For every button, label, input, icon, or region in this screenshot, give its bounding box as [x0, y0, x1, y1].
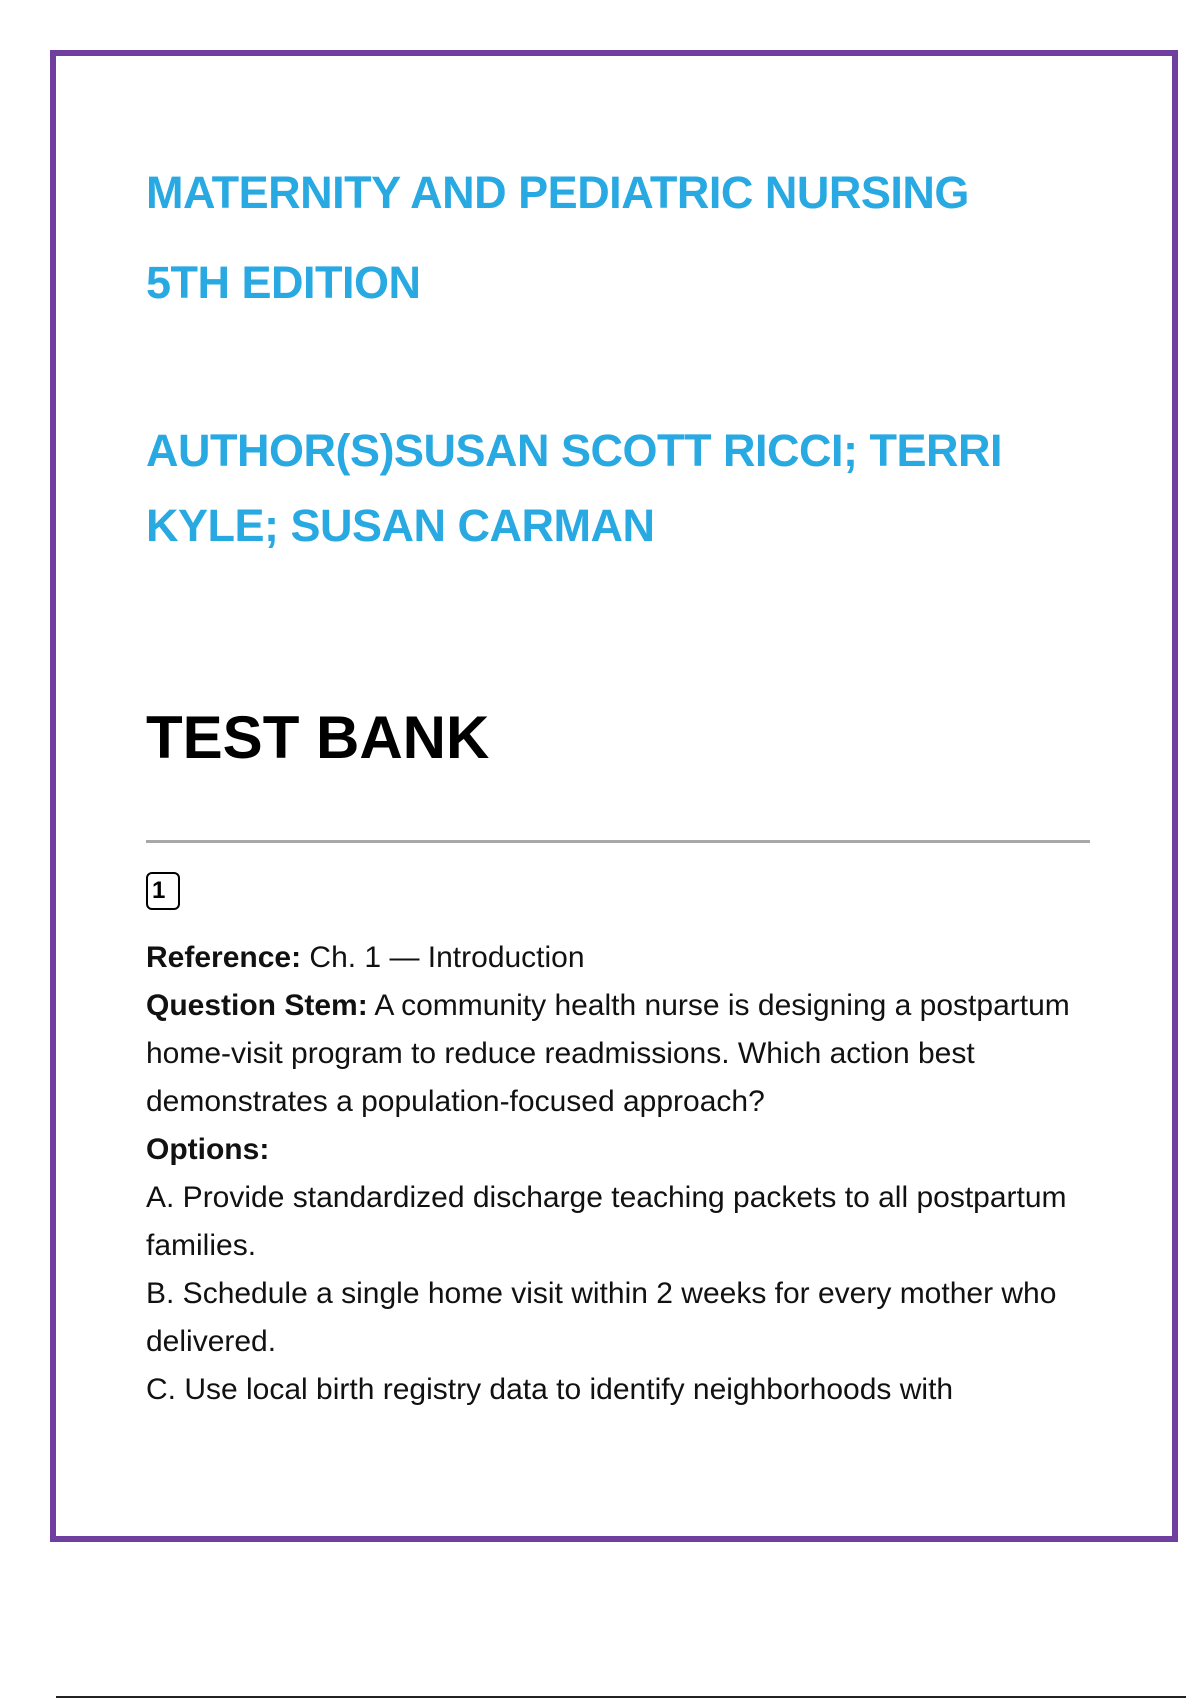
reference-value: Ch. 1 — Introduction — [301, 941, 585, 974]
option-c: C. Use local birth registry data to identify neighborhoods with — [146, 1373, 954, 1406]
question-number-badge: 1 — [146, 872, 180, 910]
book-title — [146, 148, 1096, 328]
book-title-line1: MATERNITY AND PEDIATRIC NURSING — [146, 167, 969, 218]
question-body — [146, 934, 1096, 1414]
stem-label: Question Stem: — [146, 989, 368, 1022]
section-divider — [146, 840, 1090, 843]
authors-line1: AUTHOR(S)SUSAN SCOTT RICCI; TERRI — [146, 425, 1002, 476]
book-authors — [146, 413, 1096, 563]
question-reference — [146, 934, 1096, 982]
page-content — [146, 148, 1096, 1406]
reference-label: Reference: — [146, 941, 302, 974]
options-label: Options: — [146, 1133, 270, 1166]
test-bank-heading: TEST BANK — [146, 704, 490, 771]
book-edition: 5TH EDITION — [146, 257, 421, 308]
stem-text: A community health nurse is designing a postpartum home-visit program to reduce readmissions. Which action best demonstrates a population-focused approach? — [146, 989, 1070, 1118]
option-b: B. Schedule a single home visit within 2 weeks for every mother who delivered. — [146, 1277, 1057, 1358]
authors-line2: KYLE; SUSAN CARMAN — [146, 500, 655, 551]
option-a: A. Provide standardized discharge teaching packets to all postpartum families. — [146, 1181, 1067, 1262]
page-bottom-rule — [56, 1696, 1186, 1698]
question-stem — [146, 982, 1096, 1126]
